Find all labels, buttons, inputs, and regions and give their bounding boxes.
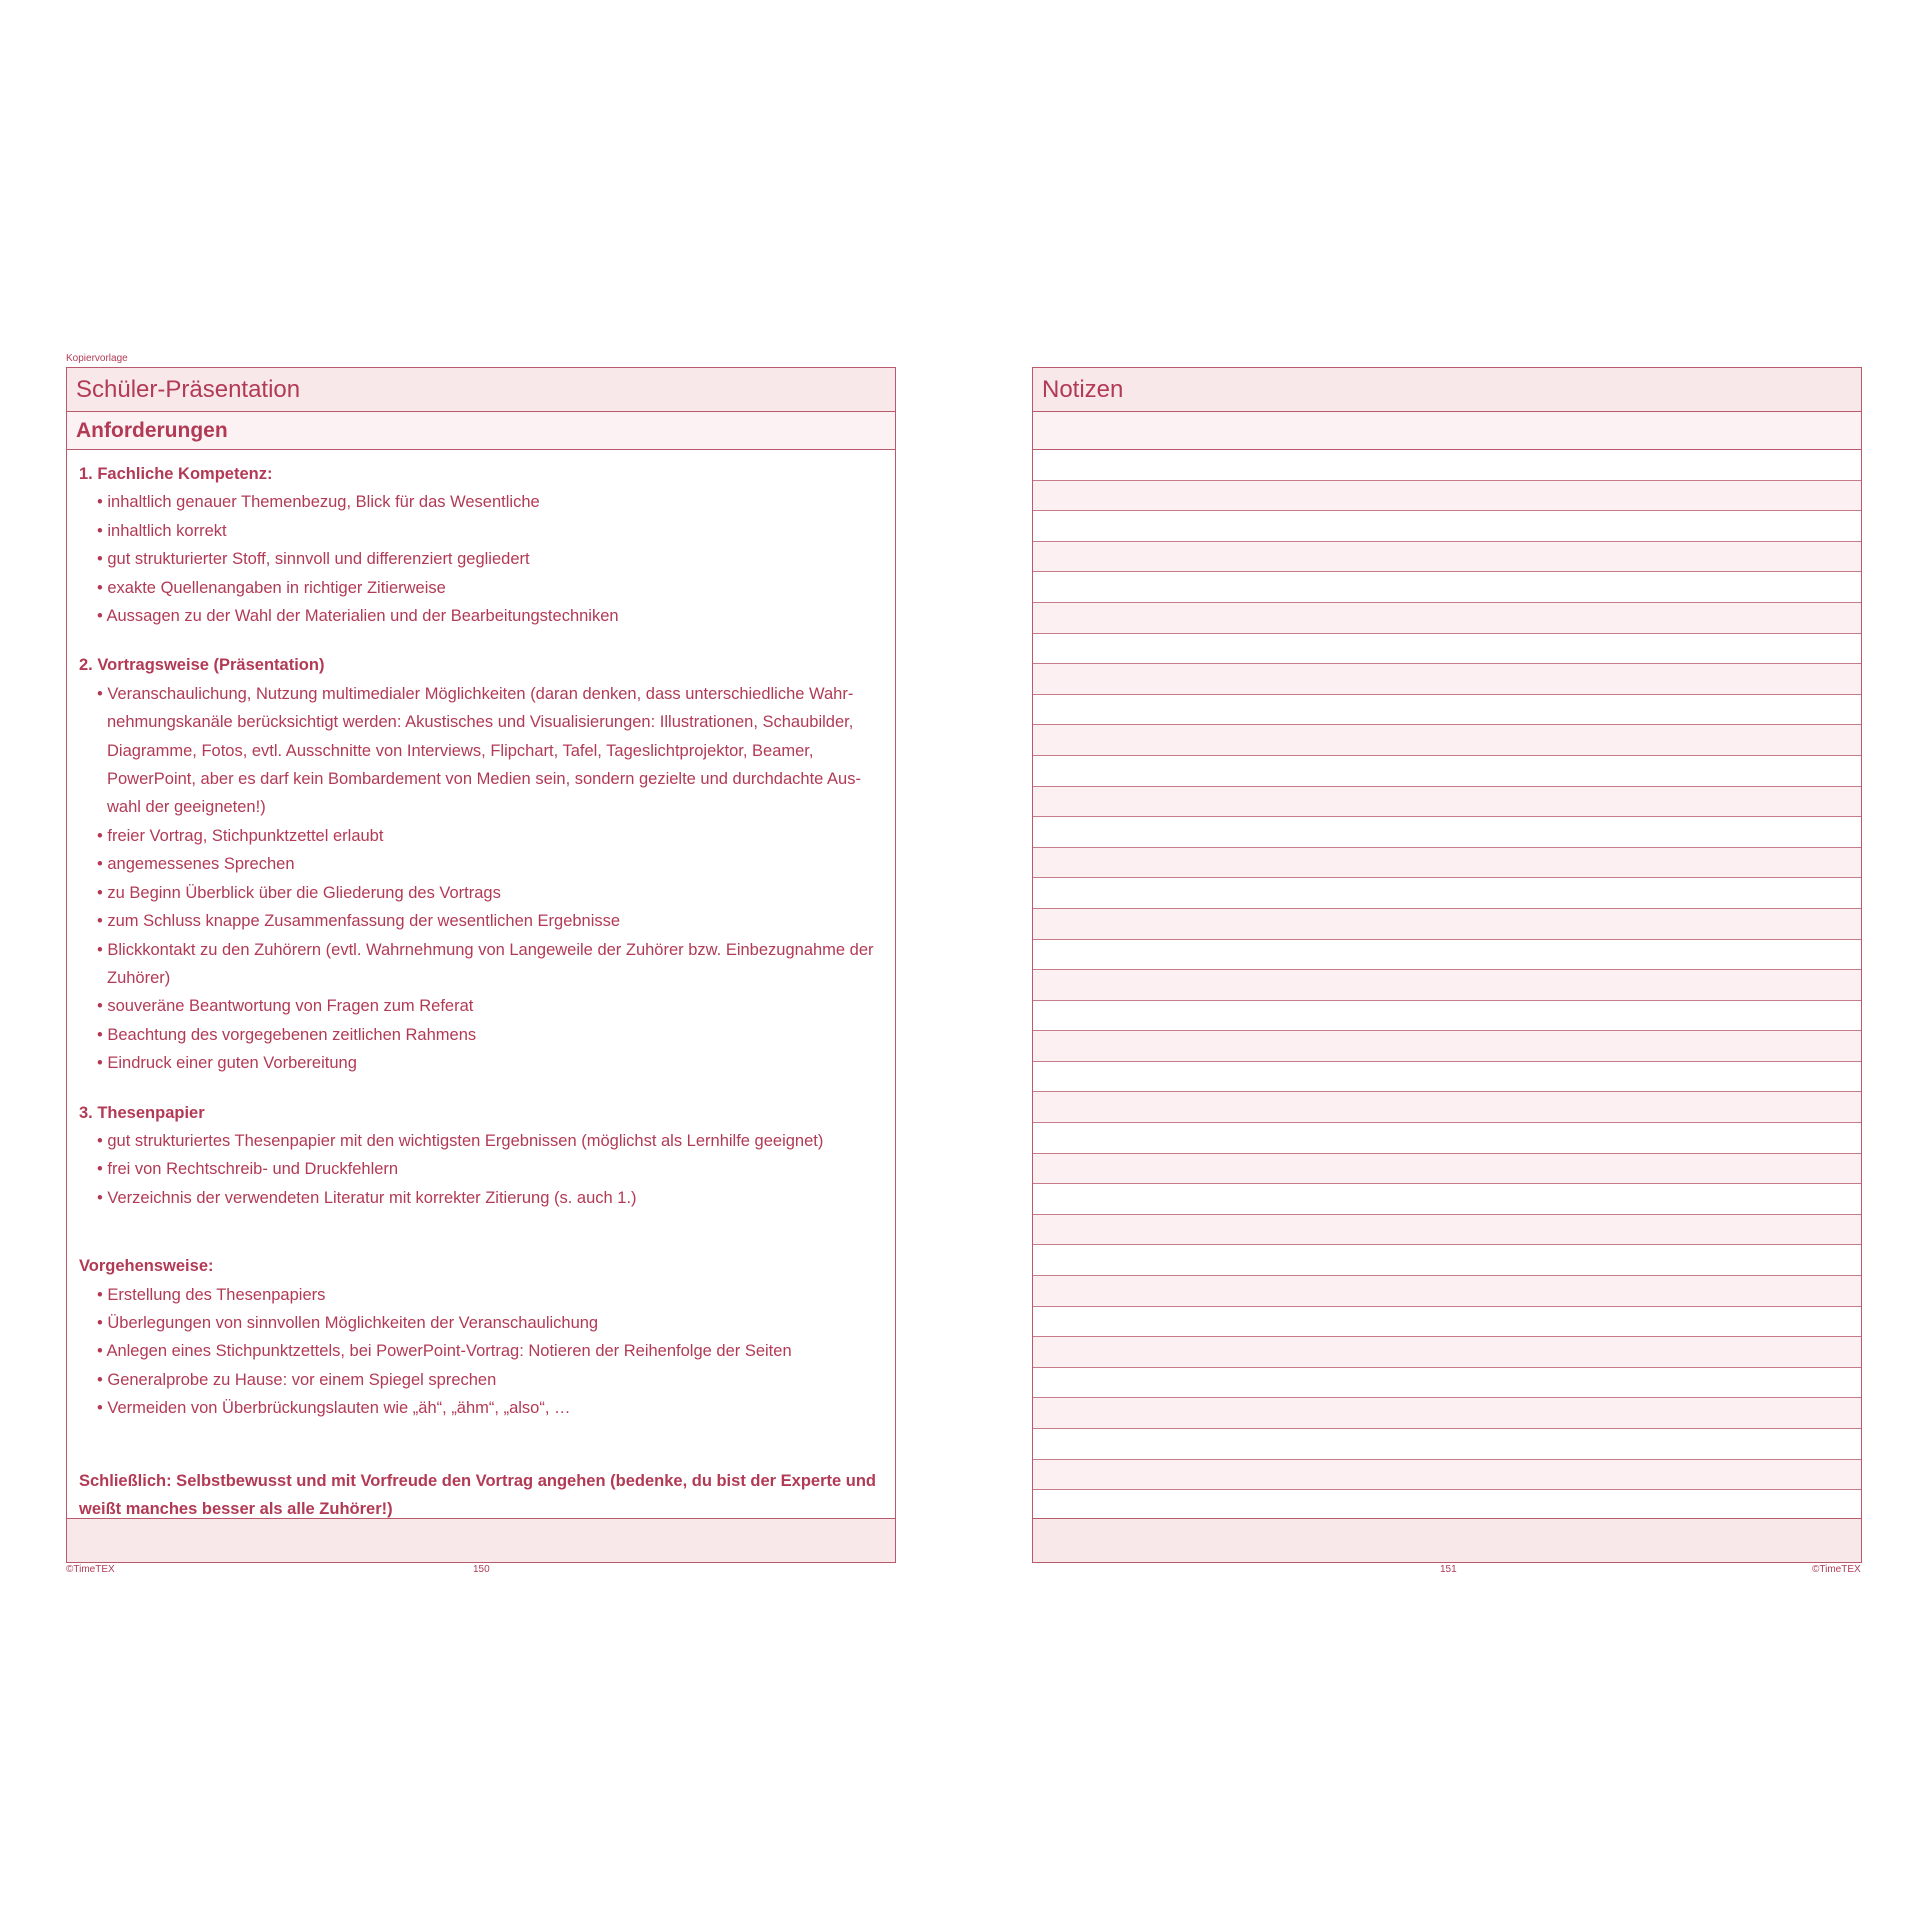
note-line[interactable]	[1033, 1184, 1861, 1215]
list-item: • zu Beginn Überblick über die Gliederung des Vortrags	[79, 879, 883, 907]
page-number-left: 150	[473, 1564, 490, 1575]
list-item: • gut strukturierter Stoff, sinnvoll und differenziert gegliedert	[79, 545, 883, 573]
note-line[interactable]	[1033, 878, 1861, 909]
note-line[interactable]	[1033, 1490, 1861, 1521]
note-line[interactable]	[1033, 450, 1861, 481]
list-item: • Veranschaulichung, Nutzung multimedialer Möglichkeiten (daran denken, dass unterschiedliche Wahr-	[79, 680, 883, 708]
list-item: • Aussagen zu der Wahl der Materialien und der Bearbeitungstechniken	[79, 602, 883, 630]
note-line[interactable]	[1033, 787, 1861, 818]
closing-statement: weißt manches besser als alle Zuhörer!)	[79, 1500, 393, 1518]
list-item: wahl der geeigneten!)	[107, 798, 266, 817]
footer-band	[67, 1518, 895, 1562]
note-line[interactable]	[1033, 1092, 1861, 1123]
note-line[interactable]	[1033, 725, 1861, 756]
section-heading: 1. Fachliche Kompetenz:	[79, 465, 273, 483]
note-line[interactable]	[1033, 481, 1861, 512]
list-item: • Eindruck einer guten Vorbereitung	[79, 1049, 883, 1077]
note-line[interactable]	[1033, 1031, 1861, 1062]
list-item: • exakte Quellenangaben in richtiger Zitierweise	[79, 574, 883, 602]
list-item: • Generalprobe zu Hause: vor einem Spiegel sprechen	[79, 1366, 883, 1394]
list-item: PowerPoint, aber es darf kein Bombardement von Medien sein, sondern gezielte und durchdachte Aus-	[107, 770, 861, 789]
list-item: • gut strukturiertes Thesenpapier mit den wichtigsten Ergebnissen (möglichst als Lernhilfe geeignet)	[79, 1127, 883, 1155]
list-item: • freier Vortrag, Stichpunktzettel erlaubt	[79, 822, 883, 850]
list-item: • Anlegen eines Stichpunktzettels, bei PowerPoint-Vortrag: Notieren der Reihenfolge der Seiten	[79, 1337, 883, 1365]
note-line[interactable]	[1033, 817, 1861, 848]
footer-band	[1033, 1518, 1861, 1562]
list-item: • Blickkontakt zu den Zuhörern (evtl. Wahrnehmung von Langeweile der Zuhörer bzw. Einbezugnahme der	[79, 936, 883, 964]
left-page	[66, 367, 896, 1563]
note-line[interactable]	[1033, 603, 1861, 634]
list-item: • zum Schluss knappe Zusammenfassung der wesentlichen Ergebnisse	[79, 907, 883, 935]
notes-title: Notizen	[1042, 376, 1124, 403]
note-line[interactable]	[1033, 572, 1861, 603]
note-line[interactable]	[1033, 1154, 1861, 1185]
note-line[interactable]	[1033, 1337, 1861, 1368]
title-band	[1033, 368, 1861, 412]
copy-template-label: Kopiervorlage	[66, 353, 128, 364]
note-line[interactable]	[1033, 1001, 1861, 1032]
note-line[interactable]	[1033, 634, 1861, 665]
note-line[interactable]	[1033, 756, 1861, 787]
notes-lines[interactable]	[1033, 450, 1861, 1518]
note-line[interactable]	[1033, 1460, 1861, 1491]
copyright-right: ©TimeTEX	[1812, 1564, 1861, 1575]
note-line[interactable]	[1033, 940, 1861, 971]
list-item: Diagramme, Fotos, evtl. Ausschnitte von Interviews, Flipchart, Tafel, Tageslichtprojektor, Beamer,	[107, 741, 814, 760]
list-item: • inhaltlich genauer Themenbezug, Blick für das Wesentliche	[79, 488, 883, 516]
list-item: • inhaltlich korrekt	[79, 517, 883, 545]
section-heading: 2. Vortragsweise (Präsentation)	[79, 656, 325, 675]
note-line[interactable]	[1033, 1398, 1861, 1429]
note-line[interactable]	[1033, 511, 1861, 542]
note-line[interactable]	[1033, 1368, 1861, 1399]
page-subtitle: Anforderungen	[76, 419, 228, 442]
list-item: • frei von Rechtschreib- und Druckfehlern	[79, 1155, 883, 1183]
page-number-right: 151	[1440, 1564, 1457, 1575]
note-line[interactable]	[1033, 1429, 1861, 1460]
note-line[interactable]	[1033, 1276, 1861, 1307]
note-line[interactable]	[1033, 848, 1861, 879]
list-item: • souveräne Beantwortung von Fragen zum Referat	[79, 992, 883, 1020]
note-line[interactable]	[1033, 1215, 1861, 1246]
list-item: Zuhörer)	[107, 968, 171, 987]
note-line[interactable]	[1033, 1123, 1861, 1154]
section-heading: 3. Thesenpapier	[79, 1103, 205, 1122]
list-item: • Verzeichnis der verwendeten Literatur mit korrekter Zitierung (s. auch 1.)	[79, 1184, 883, 1212]
note-line[interactable]	[1033, 970, 1861, 1001]
section-heading: Vorgehensweise:	[79, 1257, 214, 1276]
requirements-content	[79, 460, 883, 1523]
note-line[interactable]	[1033, 1307, 1861, 1338]
closing-statement: Schließlich: Selbstbewusst und mit Vorfreude den Vortrag angehen (bedenke, du bist der Experte und	[79, 1471, 877, 1490]
note-line[interactable]	[1033, 1062, 1861, 1093]
copyright-left: ©TimeTEX	[66, 1564, 115, 1575]
list-item: • Überlegungen von sinnvollen Möglichkeiten der Veranschaulichung	[79, 1309, 883, 1337]
note-line[interactable]	[1033, 1245, 1861, 1276]
note-line[interactable]	[1033, 695, 1861, 726]
title-band	[67, 368, 895, 412]
page-title: Schüler-Präsentation	[76, 376, 301, 403]
list-item: • Beachtung des vorgegebenen zeitlichen Rahmens	[79, 1021, 883, 1049]
note-line[interactable]	[1033, 909, 1861, 940]
notes-header-band	[1033, 412, 1861, 450]
list-item: nehmungskanäle berücksichtigt werden: Akustisches und Visualisierungen: Illustrationen, Schaubilder,	[107, 713, 854, 732]
note-line[interactable]	[1033, 664, 1861, 695]
list-item: • Vermeiden von Überbrückungslauten wie „äh“, „ähm“, „also“, …	[79, 1394, 883, 1422]
note-line[interactable]	[1033, 542, 1861, 573]
right-page	[1032, 367, 1862, 1563]
list-item: • angemessenes Sprechen	[79, 850, 883, 878]
subtitle-band	[67, 412, 895, 450]
list-item: • Erstellung des Thesenpapiers	[79, 1281, 883, 1309]
